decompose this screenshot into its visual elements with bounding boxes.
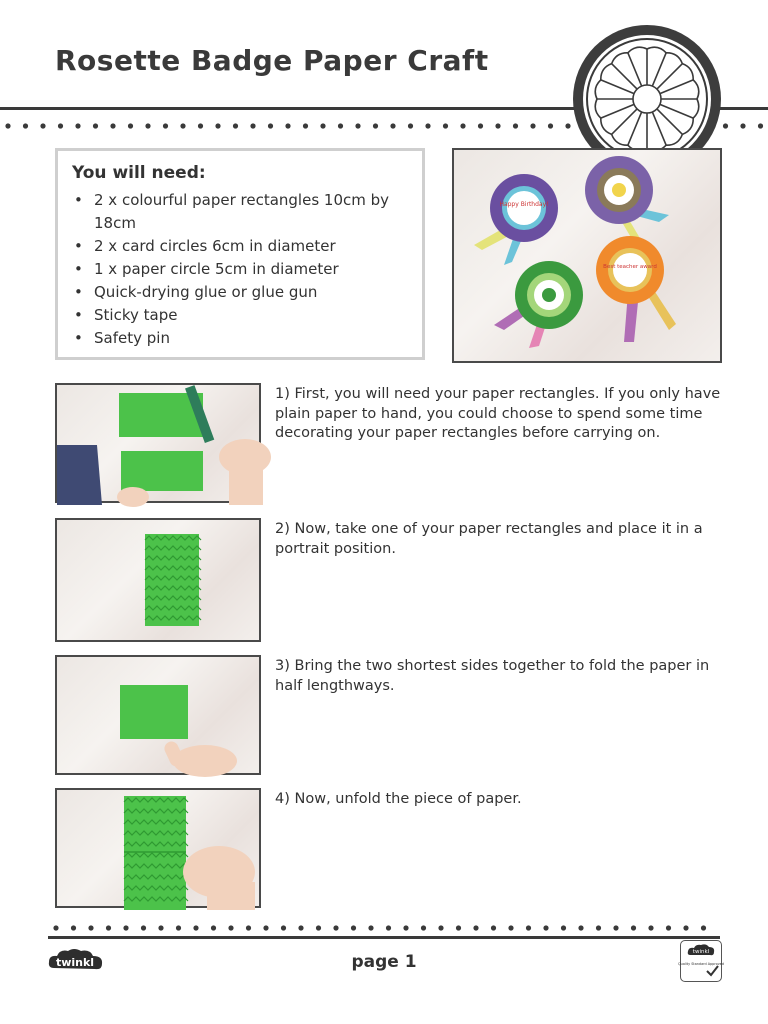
divider-dot	[561, 925, 566, 930]
check-icon	[707, 966, 718, 975]
divider-dot	[106, 925, 111, 930]
divider-dot	[425, 123, 430, 128]
divider-dot	[666, 925, 671, 930]
divider-dot	[578, 925, 583, 930]
divider-dot	[351, 925, 356, 930]
step-4-text: 4) Now, unfold the piece of paper.	[275, 791, 522, 807]
divider-dot	[473, 925, 478, 930]
divider-dot	[373, 123, 378, 128]
materials-box	[55, 148, 425, 360]
divider-dot	[508, 925, 513, 930]
divider-dot	[88, 925, 93, 930]
step-4-photo	[55, 788, 261, 908]
divider-dot	[58, 123, 63, 128]
divider-dot	[303, 123, 308, 128]
divider-dot	[176, 925, 181, 930]
divider-dot	[565, 123, 570, 128]
step-1-photo	[55, 383, 261, 503]
divider-dot	[23, 123, 28, 128]
badge-label: Happy Birthday!	[499, 201, 549, 208]
divider-dot	[246, 925, 251, 930]
divider-dot	[128, 123, 133, 128]
badge-label: Best teacher award	[603, 264, 657, 270]
materials-list	[72, 189, 408, 350]
divider-dot	[333, 925, 338, 930]
divider-dot	[701, 925, 706, 930]
divider-dot	[443, 123, 448, 128]
step-3-text: 3) Bring the two shortest sides together to fold the paper in half lengthways.	[275, 658, 710, 694]
divider-dot	[320, 123, 325, 128]
divider-dot	[281, 925, 286, 930]
divider-dot	[478, 123, 483, 128]
quality-standard-badge	[680, 940, 722, 982]
finished-rosettes-photo	[452, 148, 722, 363]
divider-dot	[180, 123, 185, 128]
divider-dot	[355, 123, 360, 128]
divider-dot	[228, 925, 233, 930]
list-item: • 2 x card circles 6cm in diameter	[72, 235, 408, 258]
divider-dot	[145, 123, 150, 128]
divider-dot	[163, 123, 168, 128]
list-item: • Safety pin	[72, 327, 408, 350]
footer-rule	[48, 936, 720, 939]
divider-dot	[408, 123, 413, 128]
step-2-text: 2) Now, take one of your paper rectangles and place it in a portrait position.	[275, 521, 703, 557]
divider-dot	[403, 925, 408, 930]
page-title: Rosette Badge Paper Craft	[55, 44, 489, 77]
divider-dot	[198, 123, 203, 128]
divider-dot	[723, 123, 728, 128]
divider-dot	[740, 123, 745, 128]
divider-dot	[53, 925, 58, 930]
divider-dot	[548, 123, 553, 128]
divider-dot	[513, 123, 518, 128]
list-item: • Sticky tape	[72, 304, 408, 327]
divider-dot	[368, 925, 373, 930]
divider-dot	[530, 123, 535, 128]
badge-caption: Quality Standard Approved	[678, 962, 724, 966]
divider-dot	[648, 925, 653, 930]
divider-dot	[460, 123, 465, 128]
divider-dot	[5, 123, 10, 128]
divider-dot	[495, 123, 500, 128]
divider-dot	[268, 123, 273, 128]
divider-dot	[683, 925, 688, 930]
divider-dot	[758, 123, 763, 128]
divider-dot	[613, 925, 618, 930]
divider-dot	[298, 925, 303, 930]
divider-dot	[285, 123, 290, 128]
divider-dot	[386, 925, 391, 930]
divider-dot	[456, 925, 461, 930]
twinkl-logo-text: twinkl	[55, 956, 95, 969]
divider-dot	[158, 925, 163, 930]
divider-dot	[71, 925, 76, 930]
divider-dot	[596, 925, 601, 930]
page-number: page 1	[351, 952, 417, 972]
divider-dot	[233, 123, 238, 128]
divider-dot	[141, 925, 146, 930]
footer-dotted-divider	[48, 924, 720, 932]
divider-dot	[491, 925, 496, 930]
divider-dot	[211, 925, 216, 930]
divider-dot	[338, 123, 343, 128]
divider-dot	[316, 925, 321, 930]
step-3-photo	[55, 655, 261, 775]
badge-logo-text: twinkl	[692, 949, 710, 955]
divider-dot	[93, 123, 98, 128]
divider-dot	[438, 925, 443, 930]
divider-dot	[123, 925, 128, 930]
divider-dot	[110, 123, 115, 128]
materials-heading: You will need:	[72, 163, 206, 183]
divider-dot	[526, 925, 531, 930]
list-item: • 2 x colourful paper rectangles 10cm by 18cm	[72, 189, 408, 235]
divider-dot	[75, 123, 80, 128]
divider-dot	[631, 925, 636, 930]
divider-dot	[543, 925, 548, 930]
divider-dot	[40, 123, 45, 128]
divider-dot	[421, 925, 426, 930]
divider-dot	[263, 925, 268, 930]
step-1-text: 1) First, you will need your paper rectangles. If you only have plain paper to hand, you could choose to spend some time decorating your paper rectangles before carrying on.	[275, 386, 721, 441]
list-item: • Quick-drying glue or glue gun	[72, 281, 408, 304]
list-item: • 1 x paper circle 5cm in diameter	[72, 258, 408, 281]
divider-dot	[250, 123, 255, 128]
divider-dot	[215, 123, 220, 128]
divider-dot	[390, 123, 395, 128]
step-2-photo	[55, 518, 261, 642]
divider-dot	[193, 925, 198, 930]
